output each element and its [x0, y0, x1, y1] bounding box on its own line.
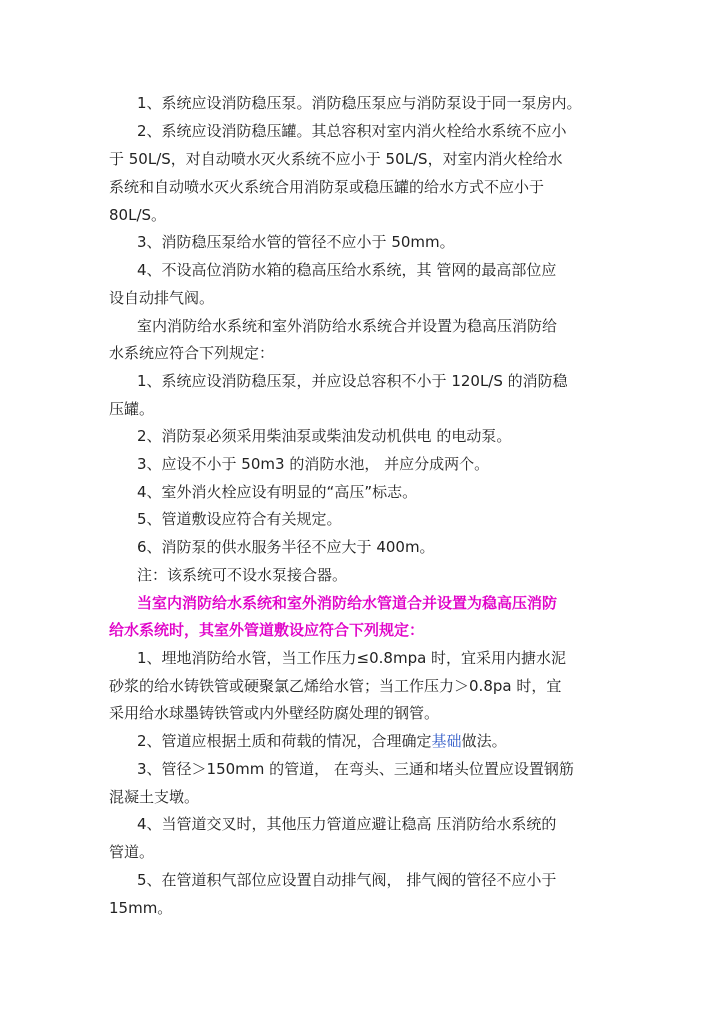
- highlight-heading-line: 给水系统时，其室外管道敷设应符合下列规定：: [109, 621, 425, 639]
- text-line: 80L/S。: [109, 206, 167, 224]
- text-line: 1、系统应设消防稳压泵，并应设总容积不小于 120L/S 的消防稳: [137, 372, 568, 390]
- text-line: 6、消防泵的供水服务半径不应大于 400m。: [137, 538, 435, 556]
- text-line: 3、消防稳压泵给水管的管径不应小于 50mm。: [137, 233, 455, 251]
- text-line: 3、管径＞150mm 的管道， 在弯头、三通和堵头位置应设置钢筋: [137, 760, 574, 778]
- text-line: 注：该系统可不设水泵接合器。: [137, 566, 348, 584]
- text-line: 1、系统应设消防稳压泵。消防稳压泵应与消防泵设于同一泵房内。: [137, 94, 582, 112]
- text-line: 系统和自动喷水灭火系统合用消防泵或稳压罐的给水方式不应小于: [109, 178, 545, 196]
- text-line: 3、应设不小于 50m3 的消防水池， 并应分成两个。: [137, 455, 490, 473]
- text-line: 5、在管道积气部位应设置自动排气阀， 排气阀的管径不应小于: [137, 871, 557, 889]
- foundation-link[interactable]: 基础: [431, 732, 462, 750]
- text-line: 混凝土支墩。: [109, 788, 200, 806]
- text-line: 4、当管道交叉时，其他压力管道应避让稳高 压消防给水系统的: [137, 815, 557, 833]
- text-line: [137, 730, 507, 752]
- text-line: 5、管道敷设应符合有关规定。: [137, 510, 342, 528]
- text-line: 室内消防给水系统和室外消防给水系统合并设置为稳高压消防给: [137, 317, 558, 335]
- text-segment: 做法。: [461, 732, 507, 750]
- text-line: 于 50L/S，对自动喷水灭火系统不应小于 50L/S，对室内消火栓给水: [109, 150, 563, 168]
- text-line: 水系统应符合下列规定：: [109, 344, 275, 362]
- text-line: 设自动排气阀。: [109, 289, 215, 307]
- text-line: 4、室外消火栓应设有明显的“高压”标志。: [137, 483, 418, 501]
- text-line: 4、不设高位消防水箱的稳高压给水系统，其 管网的最高部位应: [137, 261, 557, 279]
- text-line: 砂浆的给水铸铁管或硬聚氯乙烯给水管；当工作压力＞0.8pa 时，宜: [109, 677, 562, 695]
- text-line: 2、系统应设消防稳压罐。其总容积对室内消火栓给水系统不应小: [137, 122, 567, 140]
- highlight-heading-line: 当室内消防给水系统和室外消防给水管道合并设置为稳高压消防: [137, 594, 558, 612]
- text-line: 管道。: [109, 843, 155, 861]
- text-line: 15mm。: [109, 899, 173, 917]
- text-segment: 2、管道应根据土质和荷载的情况，合理确定: [137, 732, 432, 750]
- text-line: 1、埋地消防给水管，当工作压力≤0.8mpa 时，宜采用内搪水泥: [137, 649, 567, 667]
- text-line: 2、消防泵必须采用柴油泵或柴油发动机供电 的电动泵。: [137, 427, 512, 445]
- text-line: 采用给水球墨铸铁管或内外壁经防腐处理的钢管。: [109, 704, 440, 722]
- text-line: 压罐。: [109, 400, 155, 418]
